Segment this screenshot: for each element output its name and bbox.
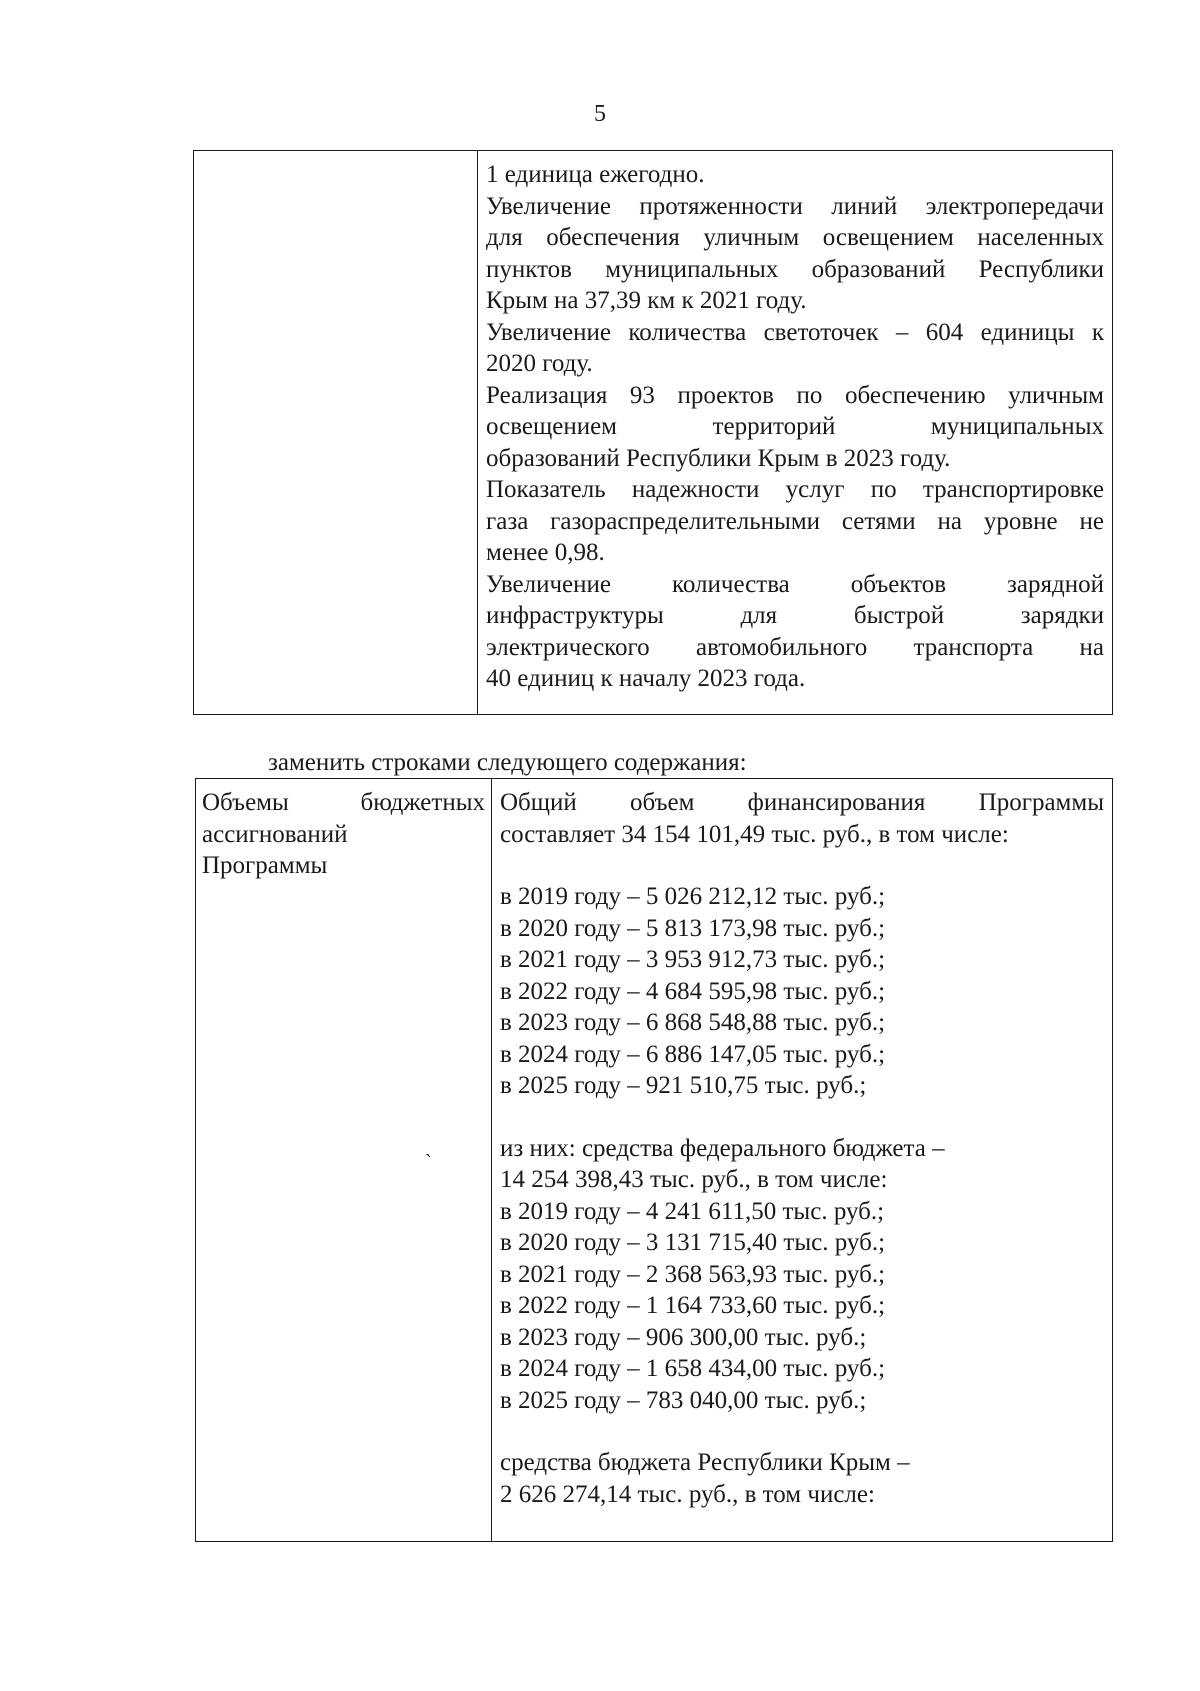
table1-text-line: Увеличение протяженности линий электропередачи	[486, 192, 1104, 220]
table2-text-line: в 2025 году – 783 040,00 тыс. руб.;	[500, 1386, 867, 1414]
table2-text-line: средства бюджета Республики Крым –	[500, 1449, 910, 1476]
table1-text-line: Увеличение количества объектов зарядной	[486, 570, 1104, 598]
table1-text-line: 1 единица ежегодно.	[486, 161, 705, 188]
table2-text-line: в 2023 году – 6 868 548,88 тыс. руб.;	[500, 1009, 886, 1036]
table2-text-line: 2 626 274,14 тыс. руб., в том числе:	[500, 1480, 875, 1508]
table1-text-line: газа газораспределительными сетями на уровне не	[486, 507, 1104, 535]
table1-right-cell	[478, 151, 1113, 715]
table1-text-line: Крым на 37,39 км к 2021 году.	[486, 287, 807, 314]
table2-text-line: в 2022 году – 1 164 733,60 тыс. руб.;	[500, 1292, 886, 1319]
table1-text-line: электрического автомобильного транспорта на	[486, 633, 1104, 661]
table2-text-line: из них: средства федерального бюджета –	[500, 1134, 945, 1162]
table1-text-line: Показатель надежности услуг по транспортировке	[486, 476, 1104, 503]
table2-text-line: в 2019 году – 5 026 212,12 тыс. руб.;	[500, 883, 886, 910]
table2-left-text	[202, 787, 485, 882]
table2-text-line: составляет 34 154 101,49 тыс. руб., в том числе:	[500, 820, 1009, 848]
table1-text-line: менее 0,98.	[486, 539, 605, 566]
table2-text-line: в 2021 году – 2 368 563,93 тыс. руб.;	[500, 1260, 886, 1288]
table2-text-blank-line	[500, 1416, 1104, 1447]
table2-text-blank-line	[500, 1102, 1104, 1133]
table1-text-line: образований Республики Крым в 2023 году.	[486, 444, 951, 472]
table1-text-line: 40 единиц к началу 2023 года.	[486, 665, 806, 692]
table2-text-blank-line	[500, 850, 1104, 881]
table1-text-line: для обеспечения уличным освещением населенных	[486, 224, 1104, 251]
table2-text-line: в 2020 году – 3 131 715,40 тыс. руб.;	[500, 1229, 886, 1256]
table1-text-line: 2020 году.	[486, 350, 593, 377]
table2-text-line: в 2019 году – 4 241 611,50 тыс. руб.;	[500, 1197, 885, 1225]
table2-left-cell	[196, 779, 492, 1542]
table2-text-line: в 2023 году – 906 300,00 тыс. руб.;	[500, 1323, 867, 1351]
table2-text-line: в 2024 году – 1 658 434,00 тыс. руб.;	[500, 1355, 886, 1382]
page-number: 5	[594, 101, 606, 127]
table1-left-cell	[194, 151, 478, 715]
table2-text-line: Общий объем финансирования Программы	[500, 789, 1104, 816]
table2-right-text	[500, 787, 1104, 1510]
table2-text-line: в 2025 году – 921 510,75 тыс. руб.;	[500, 1072, 867, 1099]
budget-allocations-table	[195, 778, 1113, 1542]
replacement-intro-text: заменить строками следующего содержания:	[268, 749, 747, 776]
table1-text-line: инфраструктуры для быстрой зарядки	[486, 602, 1104, 629]
table2-text-line: в 2022 году – 4 684 595,98 тыс. руб.;	[500, 977, 886, 1005]
table1-text-line: пунктов муниципальных образований Республики	[486, 255, 1104, 283]
table1-text-line: освещением территорий муниципальных	[486, 413, 1104, 440]
table1-text-line: Увеличение количества светоточек – 604 единицы к	[486, 318, 1104, 346]
table2-label-line: Программы	[202, 852, 328, 879]
table2-text-line: в 2021 году – 3 953 912,73 тыс. руб.;	[500, 946, 886, 973]
table2-text-line: в 2020 году – 5 813 173,98 тыс. руб.;	[500, 914, 886, 942]
table2-text-line: 14 254 398,43 тыс. руб., в том числе:	[500, 1166, 888, 1193]
table1-right-text	[486, 159, 1104, 695]
table2-label-line: ассигнований	[202, 820, 348, 848]
table2-label-line: Объемы бюджетных	[202, 789, 485, 816]
table2-right-cell	[492, 779, 1113, 1542]
table1-text-line: Реализация 93 проектов по обеспечению уличным	[486, 381, 1104, 409]
table2-text-line: в 2024 году – 6 886 147,05 тыс. руб.;	[500, 1040, 886, 1068]
stray-mark: `	[425, 1151, 432, 1173]
previous-rows-table	[193, 150, 1113, 715]
